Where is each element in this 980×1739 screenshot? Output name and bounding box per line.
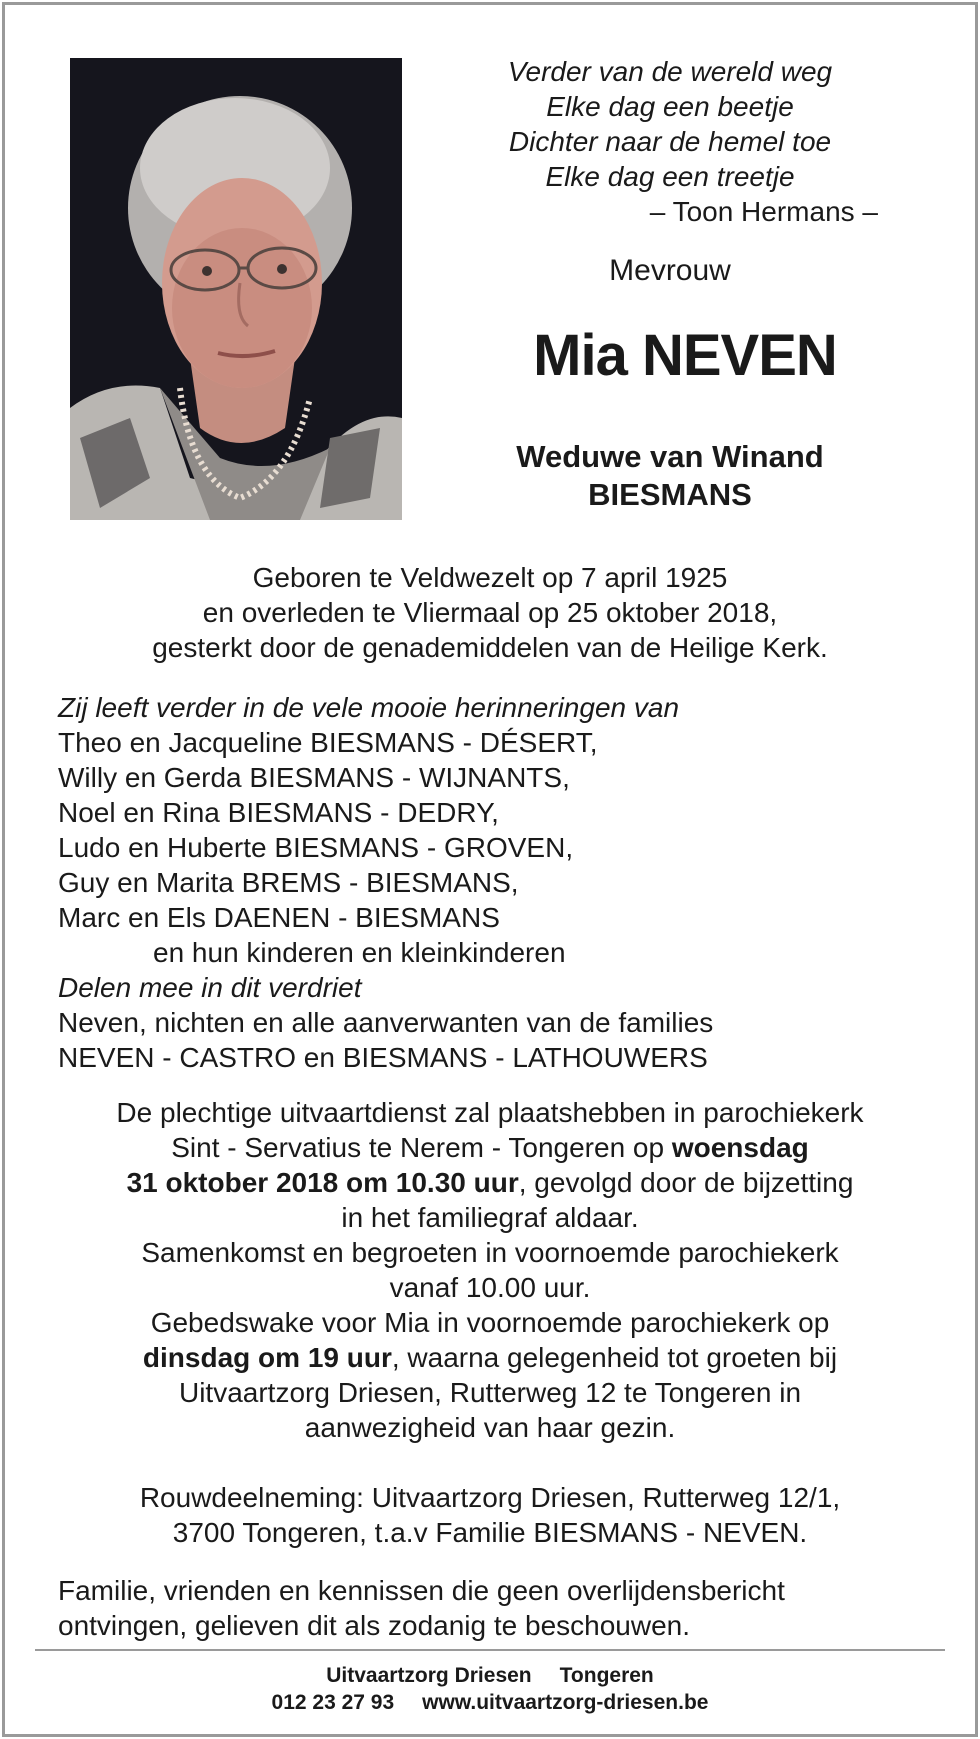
ceremony-text: , waarna gelegenheid tot groeten bij xyxy=(391,1342,838,1373)
footer-line xyxy=(40,1662,940,1689)
condolence-line: 3700 Tongeren, t.a.v Familie BIESMANS - NEVEN. xyxy=(172,1517,808,1548)
ceremony-line: in het familiegraf aldaar. xyxy=(341,1202,639,1233)
company-city: Tongeren xyxy=(559,1664,654,1687)
company-phone: 012 23 27 93 xyxy=(271,1691,395,1714)
family-member: Ludo en Huberte BIESMANS - GROVEN, xyxy=(58,832,574,863)
ceremony-line xyxy=(40,1130,940,1165)
condolence-line: Rouwdeelneming: Uitvaartzorg Driesen, Rutterweg 12/1, xyxy=(139,1482,841,1513)
vigil-datetime: dinsdag om 19 uur xyxy=(142,1342,392,1373)
company-website: www.uitvaartzorg-driesen.be xyxy=(422,1691,709,1714)
family-member: Noel en Rina BIESMANS - DEDRY, xyxy=(58,797,499,828)
ceremony-day: woensdag xyxy=(671,1132,809,1163)
footer xyxy=(40,1662,940,1716)
poem-line: Elke dag een beetje xyxy=(546,91,794,122)
poem xyxy=(440,54,900,229)
widow-of xyxy=(460,438,880,514)
ceremony-line: Samenkomst en begroeten in voornoemde parochiekerk xyxy=(141,1237,839,1268)
share-grief-line: Delen mee in dit verdriet xyxy=(58,972,362,1003)
ceremony-text: Sint - Servatius te Nerem - Tongeren op xyxy=(171,1132,672,1163)
footer-divider xyxy=(35,1649,945,1651)
family-member: Marc en Els DAENEN - BIESMANS xyxy=(58,902,500,933)
family-list xyxy=(58,690,938,1075)
family-intro: Zij leeft verder in de vele mooie herinneringen van xyxy=(58,692,680,723)
widow-line: BIESMANS xyxy=(588,477,752,512)
poem-line: Verder van de wereld weg xyxy=(507,56,833,87)
relatives-line: Neven, nichten en alle aanverwanten van de families xyxy=(58,1007,714,1038)
birth-line: Geboren te Veldwezelt op 7 april 1925 xyxy=(252,562,728,593)
poem-author: – Toon Hermans – xyxy=(649,196,878,227)
birth-line: gesterkt door de genademiddelen van de Heilige Kerk. xyxy=(152,632,828,663)
spacer xyxy=(40,1445,940,1480)
salutation: Mevrouw xyxy=(609,254,731,287)
closing-note xyxy=(58,1573,938,1643)
ceremony-info xyxy=(40,1095,940,1550)
company-name: Uitvaartzorg Driesen xyxy=(326,1664,532,1687)
birth-death-info xyxy=(40,560,940,665)
family-member: Theo en Jacqueline BIESMANS - DÉSERT, xyxy=(58,727,598,758)
footer-line xyxy=(40,1689,940,1716)
ceremony-line xyxy=(40,1165,940,1200)
ceremony-line: Uitvaartzorg Driesen, Rutterweg 12 te Tongeren in xyxy=(178,1377,802,1408)
family-member: Willy en Gerda BIESMANS - WIJNANTS, xyxy=(58,762,570,793)
closing-line: ontvingen, gelieven dit als zodanig te beschouwen. xyxy=(58,1610,690,1641)
descendants-line: en hun kinderen en kleinkinderen xyxy=(153,937,566,968)
widow-line: Weduwe van Winand xyxy=(516,439,824,474)
birth-line: en overleden te Vliermaal op 25 oktober 2018, xyxy=(202,597,778,628)
ceremony-line: De plechtige uitvaartdienst zal plaatshebben in parochiekerk xyxy=(116,1097,864,1128)
ceremony-line: vanaf 10.00 uur. xyxy=(389,1272,591,1303)
ceremony-datetime: 31 oktober 2018 om 10.30 uur xyxy=(126,1167,519,1198)
poem-line: Elke dag een treetje xyxy=(545,161,795,192)
deceased-name: Mia NEVEN xyxy=(533,323,837,388)
ceremony-line: aanwezigheid van haar gezin. xyxy=(304,1412,676,1443)
ceremony-line xyxy=(40,1340,940,1375)
closing-line: Familie, vrienden en kennissen die geen overlijdensbericht xyxy=(58,1575,785,1606)
ceremony-line: Gebedswake voor Mia in voornoemde parochiekerk op xyxy=(150,1307,830,1338)
portrait-photo xyxy=(70,58,402,520)
ceremony-text: , gevolgd door de bijzetting xyxy=(518,1167,854,1198)
family-member: Guy en Marita BREMS - BIESMANS, xyxy=(58,867,519,898)
poem-line: Dichter naar de hemel toe xyxy=(508,126,832,157)
relatives-line: NEVEN - CASTRO en BIESMANS - LATHOUWERS xyxy=(58,1042,708,1073)
